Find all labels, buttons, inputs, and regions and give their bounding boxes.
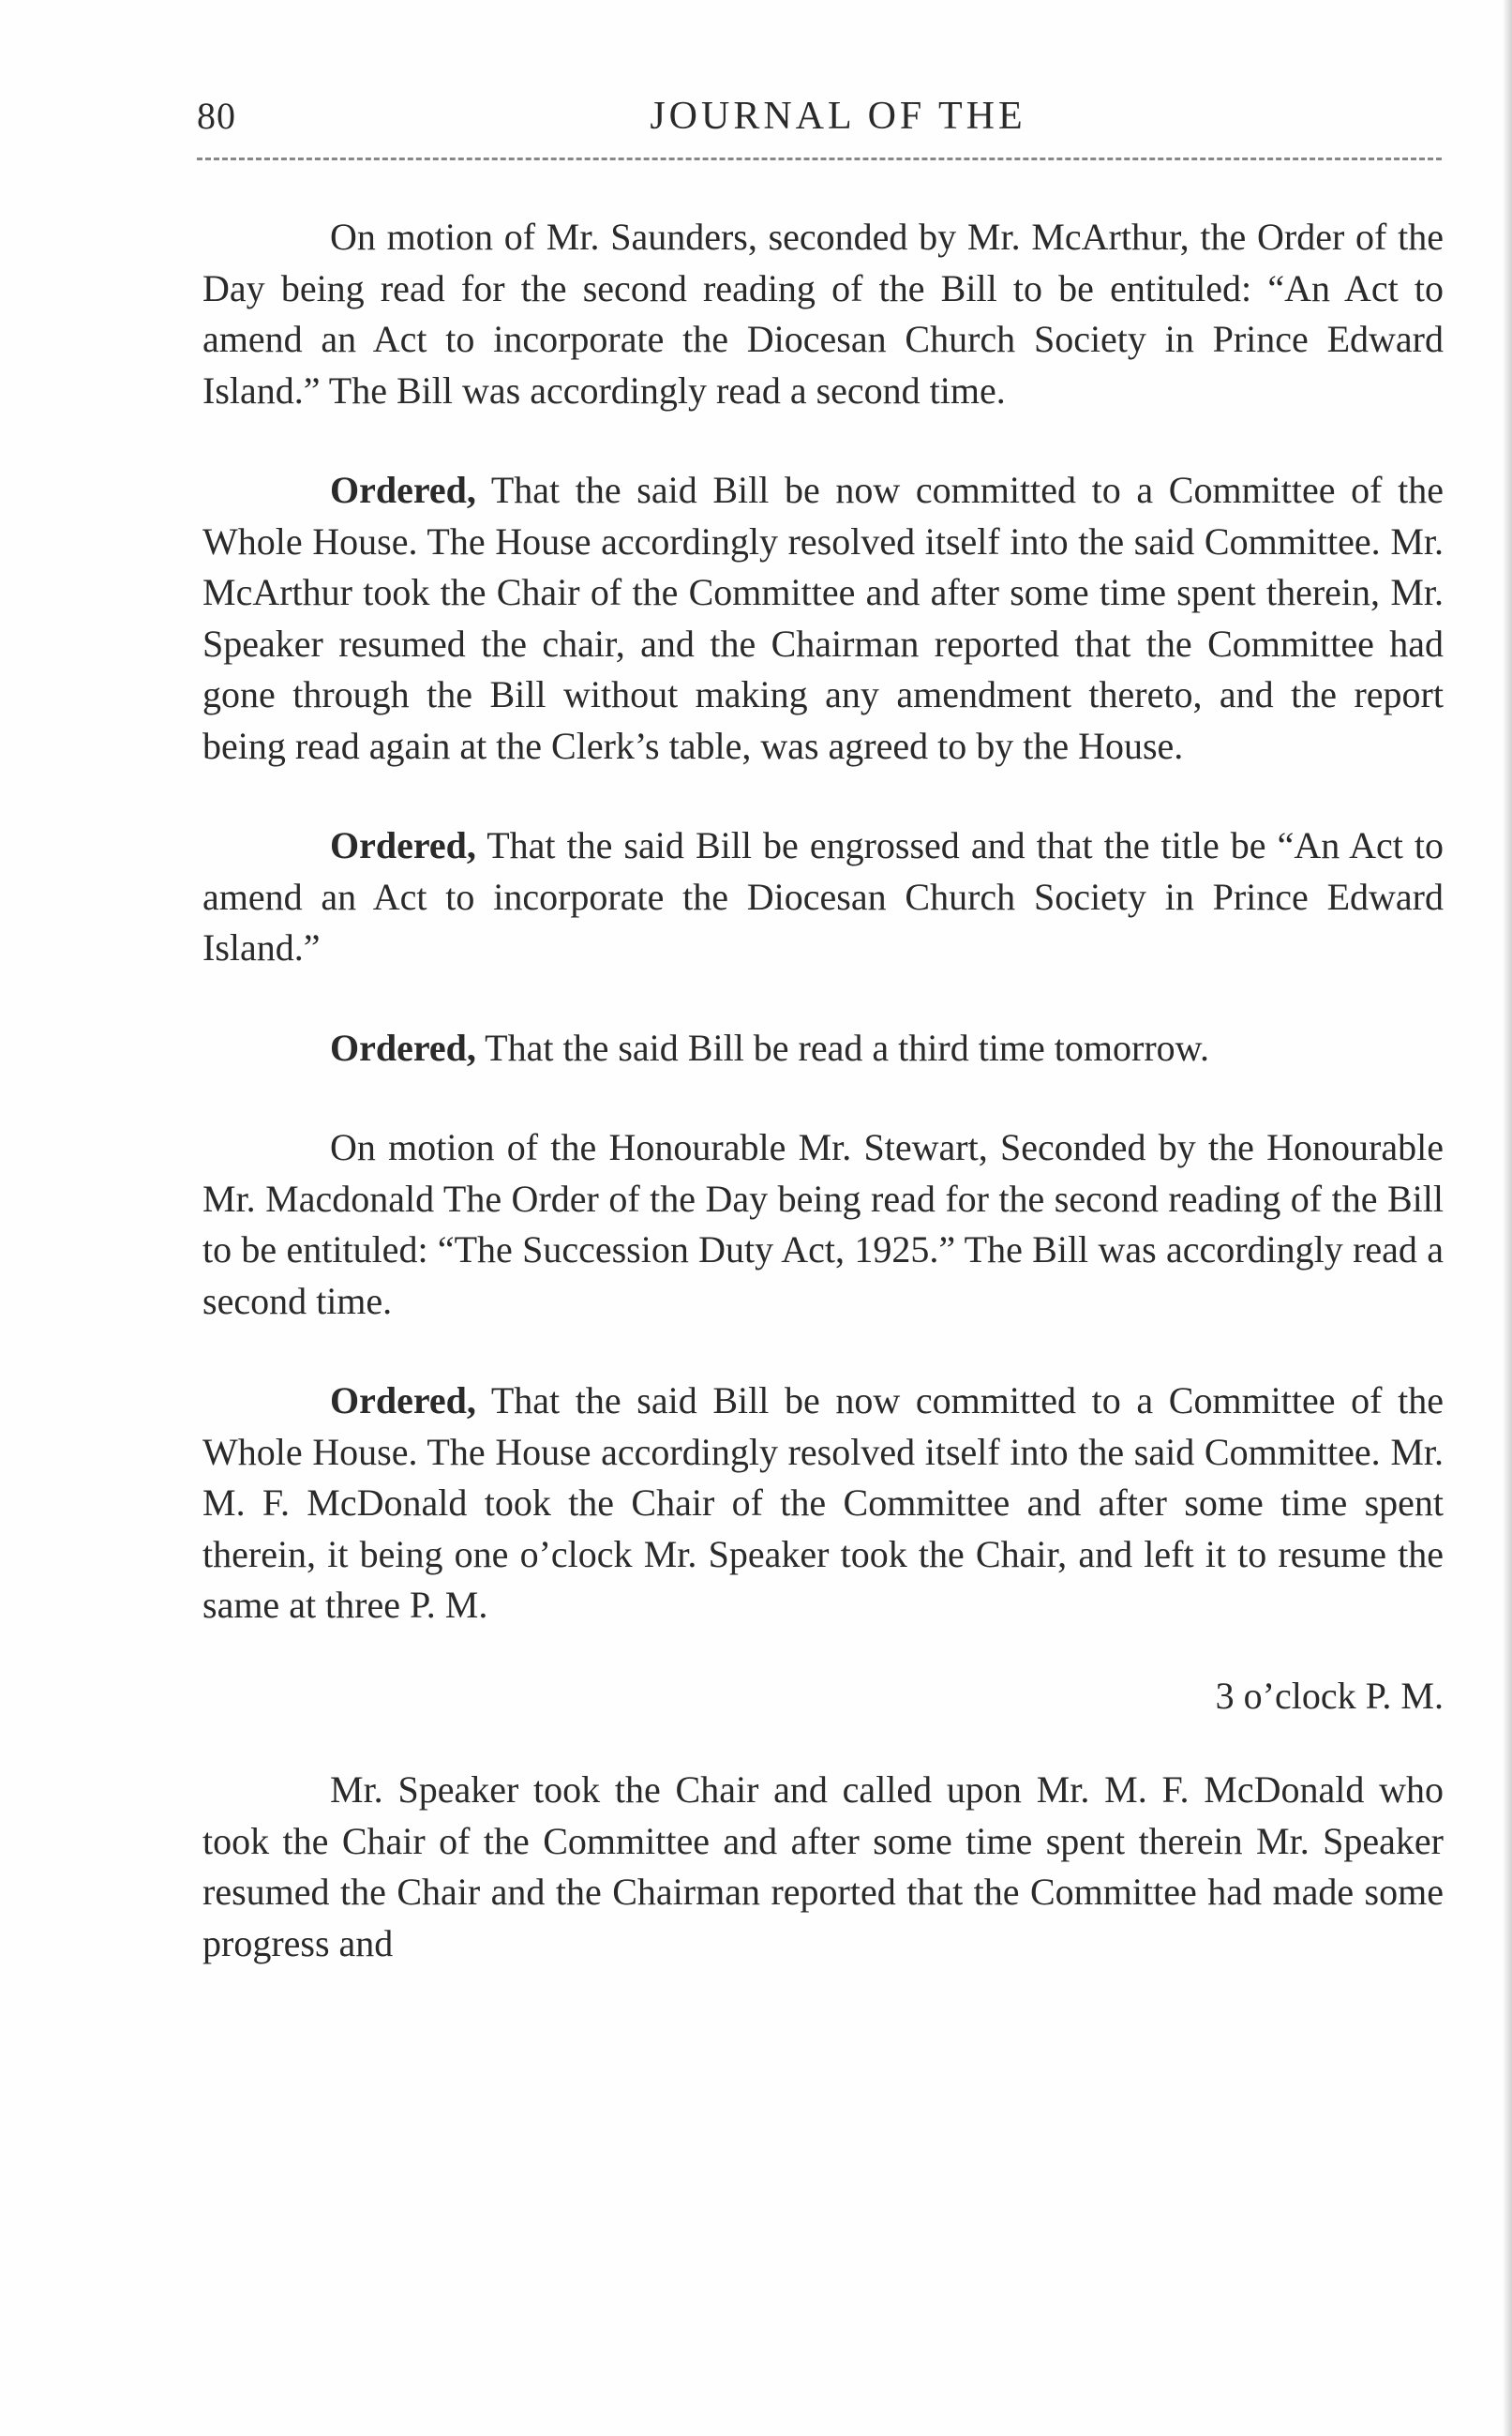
page-edge-shadow [1503, 0, 1512, 2436]
paragraph-speaker-resumed: Mr. Speaker took the Chair and called upon Mr. M. F. McDonald who took the Chair of the Committee and after some time spent therein Mr. Speaker resumed the Chair and the Chairman reported that the Committee had made some progress and [202, 1768, 1444, 1964]
ordered-label: Ordered, [330, 1379, 476, 1421]
page-number: 80 [197, 95, 236, 137]
running-title: JOURNAL OF THE [650, 95, 1026, 138]
ordered-label: Ordered, [330, 1026, 476, 1069]
paragraph-ordered-succession-committee: Ordered, That the said Bill be now committed to a Committee of the Whole House. The House accordingly resolved itself into the said Committee. Mr. M. F. McDonald took the Chair of the Committee and after some time spent therein, it being one o’clock Mr. Speaker took the Chair, and left it to resume the same at three P. M. [202, 1379, 1444, 1626]
page-header [197, 94, 1442, 150]
paragraph-ordered-engrossed: Ordered, That the said Bill be engrossed and that the title be “An Act to amend an Act to incorporate the Diocesan Church Society in Prince Edward Island.” [202, 824, 1444, 969]
paragraph-ordered-committee: Ordered, That the said Bill be now committed to a Committee of the Whole House. The House accordingly resolved itself into the said Committee. Mr. McArthur took the Chair of the Committee and after some time spent therein, Mr. Speaker resumed the chair, and the Chairman reported that the Committee had gone through the Bill without making any amendment thereto, and the report being read again at the Clerk’s table, was agreed to by the House. [202, 469, 1444, 767]
paragraph-motion-saunders: On motion of Mr. Saunders, seconded by Mr. McArthur, the Order of the Day being read for the second reading of the Bill to be entituled: “An Act to amend an Act to incorporate the Diocesan Church Society in Prince Edward Island.” The Bill was accordingly read a second time. [202, 216, 1444, 412]
ordered-label: Ordered, [330, 824, 476, 866]
header-divider [197, 158, 1442, 160]
ordered-label: Ordered, [330, 469, 476, 511]
paragraph-ordered-third-reading: Ordered, That the said Bill be read a third time tomorrow. [330, 1026, 1209, 1069]
paragraph-motion-stewart: On motion of the Honourable Mr. Stewart, Seconded by the Honourable Mr. Macdonald The Order of the Day being read for the second reading of the Bill to be entituled: “The Succession Duty Act, 1925.” The Bill was accordingly read a second time. [202, 1126, 1444, 1322]
journal-body [202, 212, 1444, 2018]
time-marker: 3 o’clock P. M. [1215, 1674, 1444, 1717]
